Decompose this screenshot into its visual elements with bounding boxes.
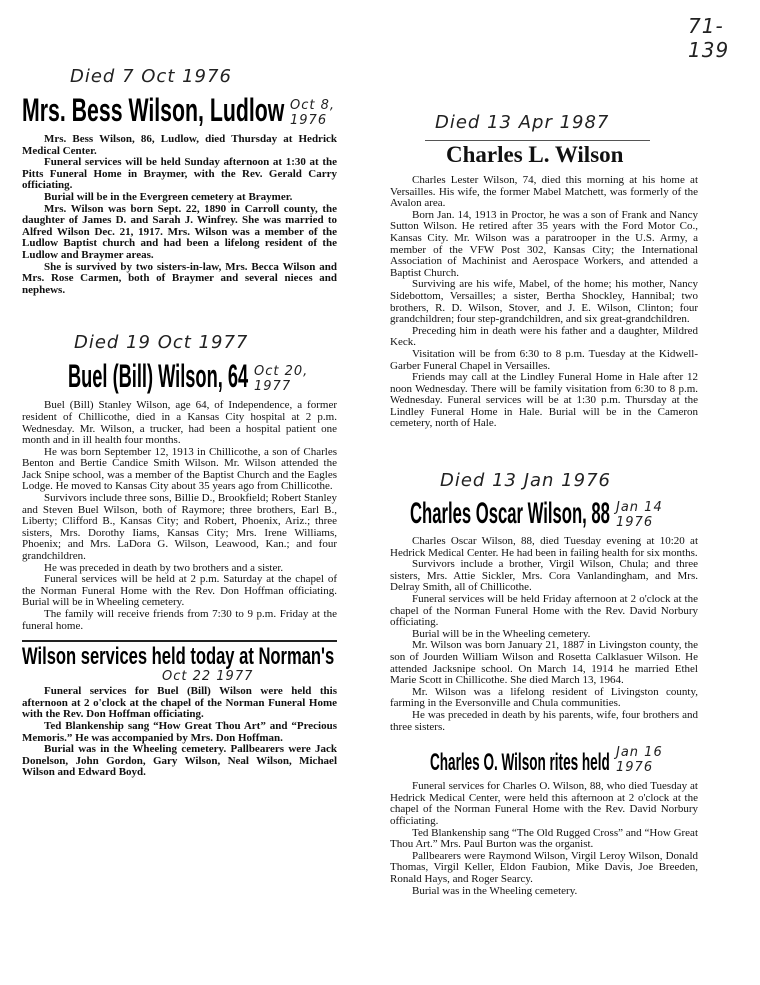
headline: Mrs. Bess Wilson, Ludlow — [22, 92, 285, 128]
paragraph: The family will receive friends from 7:30 to 9 p.m. Friday at the funeral home. — [22, 608, 337, 632]
headline-box — [68, 360, 248, 394]
headline-box — [22, 94, 284, 128]
paragraph: Funeral services will be held at 2 p.m. Saturday at the chapel of the Norman Funeral Home with the Rev. Don Hoffman officiating. Burial will be in Wheeling cemetery. — [22, 573, 337, 609]
handwritten-clipping-date: Oct 22 1977 — [162, 669, 254, 685]
paragraph: Preceding him in death were his father and a daughter, Mildred Keck. — [390, 324, 698, 349]
paragraph: Funeral services for Buel (Bill) Wilson were held this afternoon at 2 o'clock at the chapel of the Norman Funeral Home with the Rev. Don Hoffman officiating. — [22, 685, 337, 721]
paragraph: Burial will be in the Wheeling cemetery. — [412, 627, 591, 640]
paragraph: Mr. Wilson was born January 21, 1887 in Livingston county, the son of Jourden William Wilson and Rosetta Calklasuer Wilson. He attended Jacksnipe school. On March 14, 1914 he married Ethel Marie Scott in Chillicothe. She died March 13, 1964. — [390, 639, 698, 687]
article-charles-o-rites — [390, 745, 698, 897]
paragraph: Charles Oscar Wilson, 88, died Tuesday evening at 10:20 at Hedrick Medical Center. He had been in failing health for six months. — [390, 535, 698, 559]
article-buel-services — [22, 640, 337, 779]
headline: Buel (Bill) Wilson, 64 — [68, 358, 249, 395]
paragraph: Born Jan. 14, 1913 in Proctor, he was a son of Frank and Nancy Sutton Wilson. He retired after 35 years with the Ford Motor Co., Kansas City. Mr. Wilson was a paratrooper in the U.S. Army, a member of the VFW Post 302, Kansas City; the International Association of Machinist and Aerospace Workers, and attended a Baptist Church. — [390, 208, 698, 279]
paragraph: Funeral services will be held Friday afternoon at 2 o'clock at the chapel of the Norman Funeral Home with the Rev. David Norbury officiating. — [390, 593, 698, 629]
obituary-bess-wilson — [22, 66, 337, 296]
paragraph: He was preceded in death by his parents, wife, four brothers and three sisters. — [390, 708, 698, 733]
paragraph: Visitation will be from 6:30 to 8 p.m. Tuesday at the Kidwell-Garber Funeral Chapel in Versailles. — [390, 347, 698, 372]
handwritten-death-date: Died 7 Oct 1976 — [70, 66, 232, 87]
paragraph: Burial will be in the Evergreen cemetery at Braymer. — [44, 190, 293, 203]
handwritten-death-date: Died 13 Apr 1987 — [435, 112, 610, 133]
headline: Charles L. Wilson — [446, 142, 624, 167]
paragraph: He was born September 12, 1913 in Chillicothe, a son of Charles Benton and Bertie Candice Smith Wilson. Mr. Wilson attended the Jack Snipe school, was a member of the Baptist Church and the Eagles Lodge. He moved to Kansas City about 35 years ago from Chillicothe. — [22, 445, 337, 493]
article-body — [390, 536, 698, 733]
handwritten-clipping-date: Oct 8, 1976 — [290, 98, 336, 128]
article-body — [22, 400, 337, 632]
paragraph: Friends may call at the Lindley Funeral Home in Hale after 12 noon Wednesday. There will be family visitation from 6:30 to 8 p.m. Wednesday. Funeral services will be at 1:30 p.m. Thursday at the Lindley Funeral Home in Hale. Burial will be in the Cameron cemetery, north of Hale. — [390, 371, 698, 430]
paragraph: Survivors include three sons, Billie D., Brookfield; Robert Stanley and Steven Buel Wilson, both of Raymore; three brothers, Earl B., Liberty; Clifford B., Kansas City; and Robert, Phoenix, Ariz.; three sisters, Mrs. Dorothy Iiams, Kansas City; Mrs. Irene Williams, Phoenix; and Mrs. LaDora G. Wilson, Leawood, Kan.; and four grandchildren. — [22, 492, 337, 563]
headline-box — [22, 644, 334, 669]
paragraph: Burial was in the Wheeling cemetery. — [412, 884, 578, 897]
right-column — [390, 112, 698, 897]
divider — [22, 640, 337, 642]
headline: Charles O. Wilson rites held — [430, 749, 610, 777]
paragraph: Pallbearers were Raymond Wilson, Virgil Leroy Wilson, Donald Thomas, Virgil Keller, Eldon Faubion, Mike Davis, Joe Breeden, Ronald Hays, and Roger Searcy. — [390, 849, 698, 885]
headline: Wilson services held today at Norman's — [22, 643, 335, 671]
paragraph: Surviving are his wife, Mabel, of the home; his mother, Nancy Sidebottom, Versailles; a sister, Bertha Shockley, Hannibal; two brothers, R. D. Wilson, Stover, and J. E. Wilson, Clinton; four grandchildren; four step-grandchildren, and six great-grandchildren. — [390, 278, 698, 326]
headline: Charles Oscar Wilson, 88 — [410, 497, 610, 531]
article-body — [22, 686, 337, 779]
paragraph: Funeral services will be held Sunday afternoon at 1:30 at the Pitts Funeral Home in Braymer, with the Rev. Gerald Carry officiating. — [22, 156, 337, 192]
paragraph: Burial was in the Wheeling cemetery. Pallbearers were Jack Donelson, John Gordon, Gary Wilson, Neal Wilson, Michael Wilson and Edward Boyd. — [22, 743, 337, 779]
paragraph: Ted Blankenship sang “The Old Rugged Cross” and “How Great Thou Art.” Mrs. Paul Burton was the organist. — [390, 826, 698, 851]
left-column — [22, 66, 337, 779]
handwritten-clipping-date: Jan 14 1976 — [616, 500, 663, 531]
handwritten-death-date: Died 13 Jan 1976 — [440, 470, 611, 492]
article-body — [390, 175, 698, 430]
paragraph: Buel (Bill) Stanley Wilson, age 64, of Independence, a former resident of Chillicothe, died in a Kansas City hospital at 2 p.m. Wednesday. Mr. Wilson, a trucker, had been a hospital patient one month and in ill health four months. — [22, 399, 337, 447]
obituary-charles-l-wilson — [390, 112, 698, 430]
paragraph: Survivors include a brother, Virgil Wilson, Chula; and three sisters, Mrs. Attie Sickler, Mrs. Cora Vanlandingham, and Mrs. Delray Smith, all of Chillicothe. — [390, 558, 698, 594]
page-number-note: 71-139 — [688, 14, 730, 62]
paragraph: She is survived by two sisters-in-law, Mrs. Becca Wilson and Mrs. Rose Carmen, both of Braymer and several nieces and nephews. — [22, 260, 337, 296]
article-body — [390, 781, 698, 897]
obituary-charles-oscar-wilson — [390, 470, 698, 733]
headline-box — [410, 498, 610, 530]
paragraph: He was preceded in death by two brothers and a sister. — [44, 561, 284, 574]
paragraph: Funeral services for Charles O. Wilson, 88, who died Tuesday at Hedrick Medical Center, were held this afternoon at 2 o'clock at the chapel of the Norman Funeral Home with the Rev. David Norbury officiating. — [390, 780, 698, 827]
headline-box — [430, 750, 610, 775]
paragraph: Ted Blankenship sang “How Great Thou Art” and “Precious Memoris.” He was accompanied by Mrs. Don Hoffman. — [22, 719, 337, 744]
article-body — [22, 134, 337, 296]
paragraph: Mr. Wilson was a lifelong resident of Livingston county, farming in the Eversonville and Chula communities. — [390, 685, 698, 710]
paragraph: Mrs. Bess Wilson, 86, Ludlow, died Thursday at Hedrick Medical Center. — [22, 133, 337, 157]
handwritten-death-date: Died 19 Oct 1977 — [74, 332, 249, 354]
handwritten-clipping-date: Jan 16 1976 — [616, 745, 663, 776]
obituary-buel-wilson — [22, 332, 337, 632]
paragraph: Mrs. Wilson was born Sept. 22, 1890 in Carroll county, the daughter of James D. and Sarah J. Winfrey. She was married to Alfred Wilson Dec. 21, 1917. Mrs. Wilson was a member of the Ludlow Baptist church and had been a lifelong resident of the Ludlow and Braymer areas. — [22, 202, 337, 261]
paragraph: Charles Lester Wilson, 74, died this morning at his home at Versailles. His wife, the former Mabel Matchett, was formerly of the Avalon area. — [390, 174, 698, 210]
handwritten-clipping-date: Oct 20, 1977 — [254, 364, 309, 395]
